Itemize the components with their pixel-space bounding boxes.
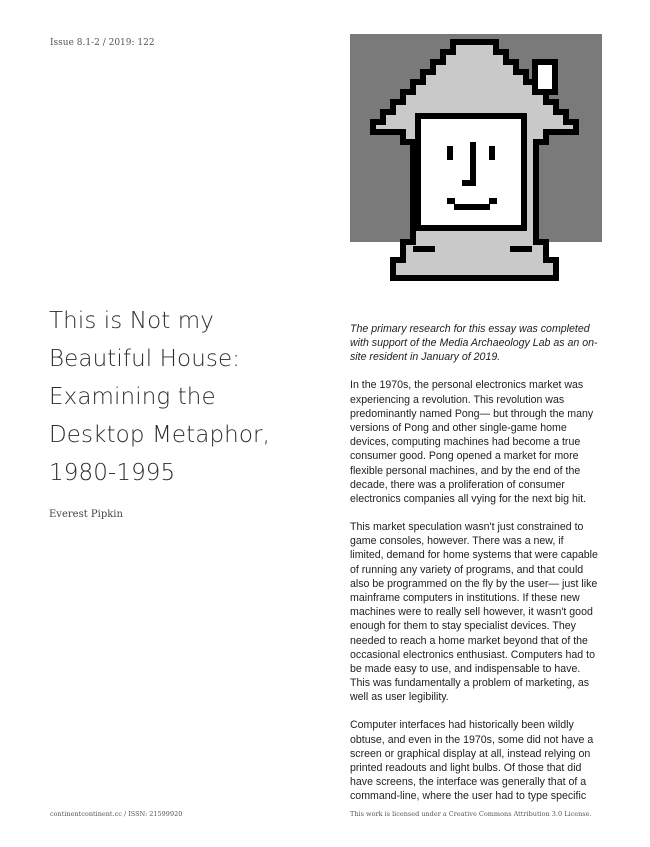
title-line: Desktop Metaphor, [49, 422, 270, 448]
body-paragraph: This market speculation wasn't just constrained to game consoles, however. There was a new, if limited, demand for home systems that were capable of running any variety of programs, and that could also be programmed on the fly by the user— just like mainframe computers in institutions. If these new machines were to really sell however, it wasn't good enough for them to stay specialist devices. They needed to reach a home market beyond that of the occasional electronics enthusiast. Computers had to be made easy to use, and indispensable to have. This was fundamentally a problem of marketing, as well as user legibility. [350, 521, 598, 704]
issue-info: Issue 8.1-2 / 2019: 122 [50, 38, 155, 48]
footer-issn: continentcontinent.cc / ISSN: 21599920 [50, 810, 183, 818]
right-eye [489, 146, 495, 160]
title-line: This is Not my [49, 308, 215, 334]
smile [454, 204, 490, 210]
hero-image [350, 34, 602, 285]
article-title [49, 302, 319, 492]
intro-note: The primary research for this essay was completed with support of the Media Archaeology Lab as an on-site resident in January of 2019. [350, 323, 598, 364]
pixel-house-icon [350, 34, 602, 285]
title-line: Beautiful House: [49, 346, 241, 372]
body-paragraph: Computer interfaces had historically been wildly obtuse, and even in the 1970s, some did not have a screen or graphical display at all, instead relying on printed readouts and light bulbs. Of those that did have screens, the interface was generally that of a command-line, where the user had to type specific [350, 719, 594, 803]
footer-license: This work is licensed under a Creative Commons Attribution 3.0 License. [350, 810, 592, 818]
chimney [535, 62, 555, 92]
left-eye [447, 146, 453, 160]
author-name: Everest Pipkin [49, 509, 123, 520]
title-line: Examining the [49, 384, 216, 410]
nose [470, 142, 476, 182]
article-body [350, 322, 600, 817]
title-line: 1980-1995 [49, 460, 176, 486]
body-paragraph: In the 1970s, the personal electronics market was experiencing a revolution. This revolution was predominantly named Pong— but through the many versions of Pong and other single-game home devices, computing machines had become a true consumer good. Pong opened a market for more flexible personal machines, and by the end of the decade, there was a proliferation of consumer electronics companies all vying for the next big hit. [350, 379, 594, 506]
